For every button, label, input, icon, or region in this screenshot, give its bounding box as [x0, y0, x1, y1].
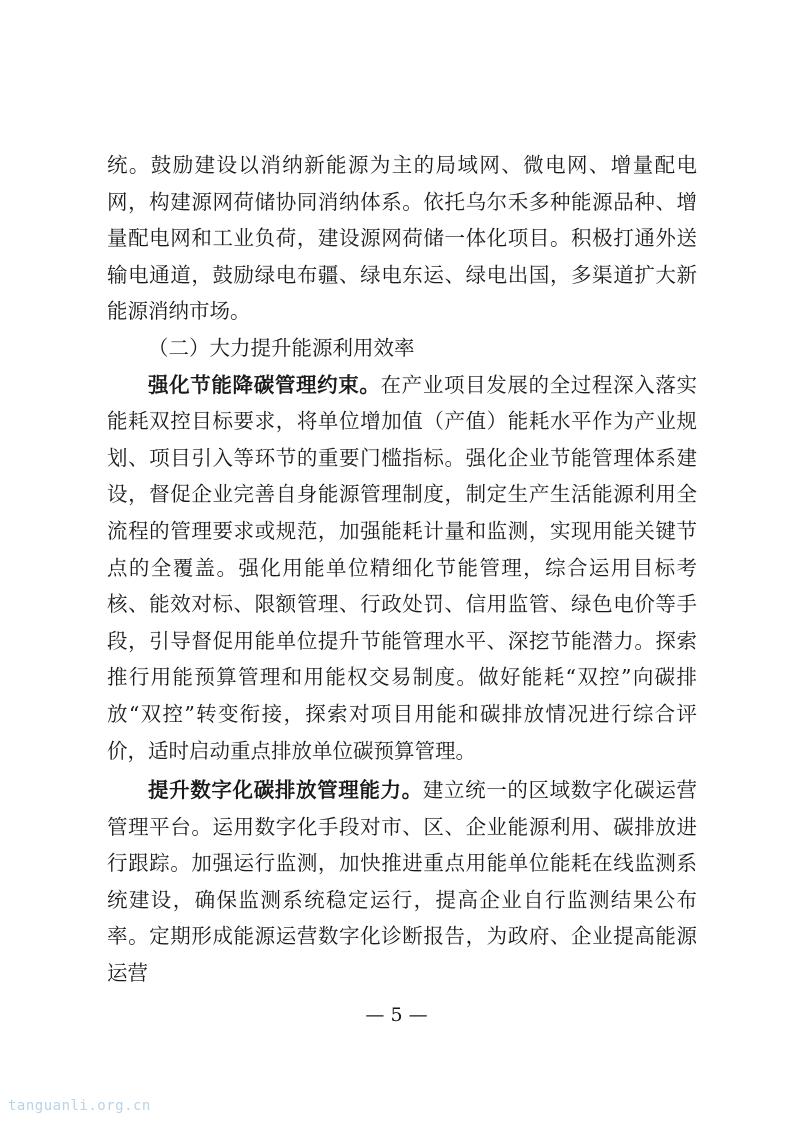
paragraph-2-lead: 强化节能降碳管理约束。: [148, 372, 381, 397]
page-number: — 5 —: [365, 1004, 428, 1026]
body-text: [107, 147, 697, 992]
paragraph-1: 统。鼓励建设以消纳新能源为主的局域网、微电网、增量配电网，构建源网荷储协同消纳体系。依托乌尔禾多种能源品种、增量配电网和工业负荷，建设源网荷储一体化项目。积极打通外送输电通道，鼓励绿电布疆、绿电东运、绿电出国，多渠道扩大新能源消纳市场。: [107, 153, 697, 324]
paragraph-2-text: 在产业项目发展的全过程深入落实能耗双控目标要求，将单位增加值（产值）能耗水平作为产业规划、项目引入等环节的重要门槛指标。强化企业节能管理体系建设，督促企业完善自身能源管理制度，制定生产生活能源利用全流程的管理要求或规范，加强能耗计量和监测，实现用能关键节点的全覆盖。强化用能单位精细化节能管理，综合运用目标考核、能效对标、限额管理、行政处罚、信用监管、绿色电价等手段，引导督促用能单位提升节能管理水平、深挖节能潜力。探索推行用能预算管理和用能权交易制度。做好能耗“双控”向碳排放“双控”转变衔接，探索对项目用能和碳排放情况进行综合评价，适时启动重点排放单位碳预算管理。: [107, 372, 698, 763]
watermark: tanguanli.org.cn: [8, 1098, 151, 1114]
paragraph-3: [107, 772, 697, 992]
paragraph-3-text: 建立统一的区域数字化碳运营管理平台。运用数字化手段对市、区、企业能源利用、碳排放进行跟踪。加强运行监测，加快推进重点用能单位能耗在线监测系统建设，确保监测系统稳定运行，提高企业自行监测结果公布率。定期形成能源运营数字化诊断报告，为政府、企业提高能源运营: [107, 778, 698, 986]
section-heading: （二）大力提升能源利用效率: [148, 335, 415, 360]
paragraph-2: [107, 367, 697, 770]
paragraph-3-lead: 提升数字化碳排放管理能力。: [148, 778, 423, 803]
